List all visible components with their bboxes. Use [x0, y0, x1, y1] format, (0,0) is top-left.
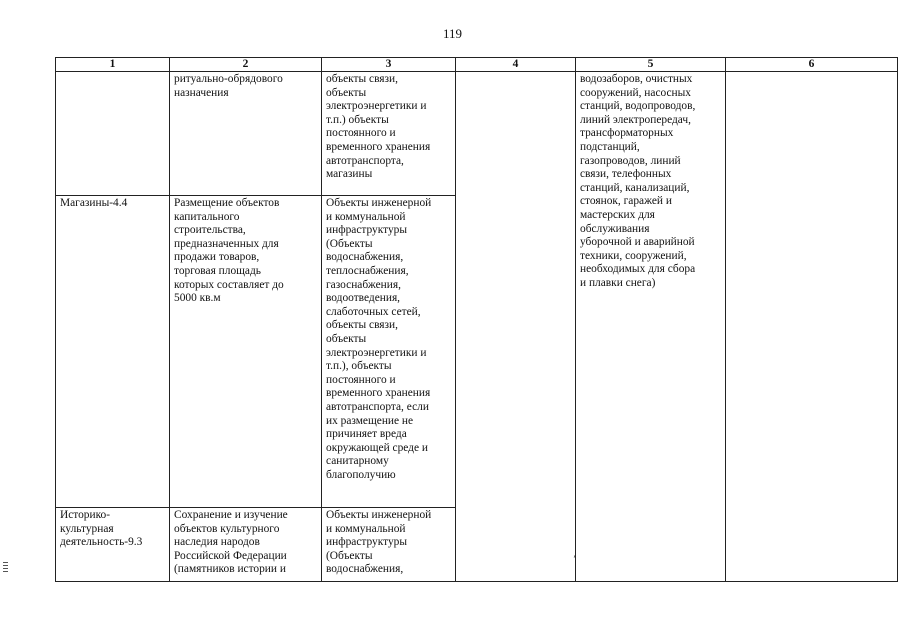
page-number: 119: [442, 26, 463, 41]
column-5-text: водозаборов, очистных сооружений, насосных станций, водопроводов, линий электропередач, трансформаторных подстанций, газопроводов, линий связи, телефонных станций, канализаций, стоянок, гаражей и мастерских для обслуживания уборочной и аварийной техники, сооружений, необходимых для сбора и плавки снега): [580, 73, 696, 289]
cell-column-5: [576, 72, 726, 582]
cell-description: [170, 72, 322, 196]
table-row: [56, 72, 898, 196]
table-header-row: [56, 58, 898, 72]
description-text: ритуально-обрядового назначения: [174, 73, 283, 99]
column-header-1: 1: [56, 58, 170, 72]
auxiliary-objects-text: объекты связи, объекты электроэнергетики и т.п.) объекты постоянного и временного хранения автотранспорта, магазины: [326, 73, 431, 181]
column-header-5: 5: [576, 58, 726, 72]
use-type-text: Историко- культурная деятельность-9.3: [60, 509, 143, 549]
scan-margin-marks: [3, 562, 8, 574]
cell-column-6: [726, 72, 898, 582]
cell-column-4: [456, 72, 576, 582]
description-text: Размещение объектов капитального строительства, предназначенных для продажи товаров, торговая площадь которых составляет до 5000 кв.м: [174, 197, 284, 305]
cell-description: [170, 508, 322, 582]
column-header-2: 2: [170, 58, 322, 72]
column-header-3: 3: [322, 58, 456, 72]
cell-description: [170, 196, 322, 508]
auxiliary-objects-text: Объекты инженерной и коммунальной инфраструктуры (Объекты водоснабжения,: [326, 509, 432, 576]
document-table: [55, 57, 898, 582]
cell-use-type: [56, 196, 170, 508]
cell-auxiliary-objects: [322, 72, 456, 196]
scan-speck: ʼ: [573, 554, 576, 564]
column-header-6: 6: [726, 58, 898, 72]
use-type-text: Магазины-4.4: [60, 197, 128, 209]
cell-use-type: [56, 72, 170, 196]
cell-auxiliary-objects: [322, 196, 456, 508]
auxiliary-objects-text: Объекты инженерной и коммунальной инфраструктуры (Объекты водоснабжения, теплоснабжения, газоснабжения, водоотведения, слаботочных сетей, объекты связи, объекты электроэнергетики и т.п.), объекты постоянного и временного хранения автотранспорта, если их размещение не причиняет вреда окружающей среде и санитарному благополучию: [326, 197, 432, 481]
column-header-4: 4: [456, 58, 576, 72]
cell-auxiliary-objects: [322, 508, 456, 582]
cell-use-type: [56, 508, 170, 582]
description-text: Сохранение и изучение объектов культурного наследия народов Российской Федерации (памятников истории и: [174, 509, 288, 576]
